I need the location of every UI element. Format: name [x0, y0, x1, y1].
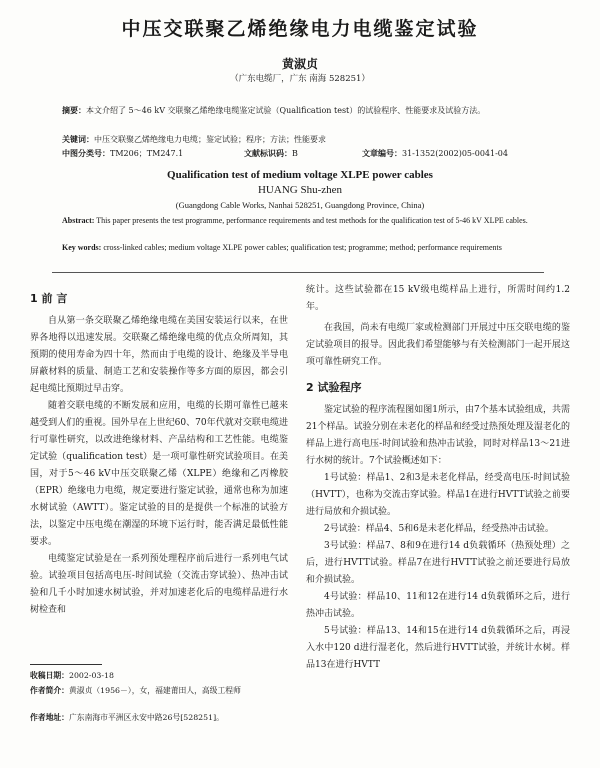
clc-label: 中图分类号： — [62, 148, 110, 158]
section-2-heading: 2 试验程序 — [306, 381, 362, 394]
author-affiliation: （广东电缆厂，广东 南海 528251） — [230, 74, 370, 84]
english-affiliation: (Guangdong Cable Works, Nanhai 528251, Guangdong Province, China) — [175, 200, 425, 210]
right-paragraph-1: 统计。这些试验都在15 kV级电缆样品上进行，所需时间约1.2年。 — [306, 285, 570, 312]
section-1-heading: 1 前 言 — [30, 292, 68, 305]
abstract-label: 摘要： — [62, 106, 86, 115]
abstract-block — [62, 104, 540, 118]
article-no-value: 31-1352(2002)05-0041-04 — [402, 149, 508, 158]
english-keywords-label: Key words: — [62, 243, 102, 252]
received-date: 2002-03-18 — [68, 671, 114, 680]
test-item-5: 5号试验：样品13、14和15在进行14 d负载循环之后，再浸入水中120 d进行湿老化，然后进行HVTT试验，并统计水树。样品13在进行HVTT — [306, 626, 570, 670]
footnote-bio — [30, 685, 288, 697]
keywords-label: 关键词： — [62, 135, 94, 144]
paper-title: 中压交联聚乙烯绝缘电力电缆鉴定试验 — [121, 18, 479, 40]
bio-label: 作者简介： — [30, 686, 69, 695]
header-divider — [52, 272, 544, 273]
keywords-text: 中压交联聚乙烯绝缘电力电缆；鉴定试验；程序；方法；性能要求 — [94, 135, 326, 144]
english-abstract-text: This paper presents the test programme, performance requirements and test methods for the qualification test of 5-46 kV XLPE cables. — [96, 216, 528, 225]
section-1-paragraph-2: 随着交联电缆的不断发展和应用，电缆的长期可靠性已越来越受到人们的重视。国外早在上世纪60、70年代就对交联电缆进行可靠性研究，以改进绝缘材料、产品结构和工艺性能。电缆鉴定试验（qualification test）是一项可靠性研究试验项目。在美国，对于5～46 kV中压交联聚乙烯（XLPE）绝缘和乙丙橡胶（EPR）绝缘电力电缆，规定要进行鉴定试验，通常也称为加速水树试验（AWTT）。鉴定试验的目的是提供一个标准的试验方法，以鉴定中压电缆在潮湿的环境下运行时，能否满足最低性能要求。 — [30, 401, 288, 547]
section-1-paragraph-1: 自从第一条交联聚乙烯绝缘电缆在美国安装运行以来，在世界各地得以迅速发展。交联聚乙烯绝缘电缆的优点众所周知，其预期的使用寿命为四十年，然而由于电缆的设计、绝缘及半导电屏蔽材料的质量、制造工艺和安装操作等多方面的原因，都会引起电缆比预期过早击穿。 — [30, 316, 288, 394]
test-item-3: 3号试验：样品7、8和9在进行14 d负载循环（热预处理）之后，进行HVTT试验。样品7在进行HVTT试验之前还要进行局放和介损试验。 — [306, 541, 570, 585]
article-no-label: 文章编号： — [362, 148, 402, 158]
bio-text: 黄淑贞（1956－），女，福建莆田人，高级工程师 — [68, 686, 241, 695]
test-item-2: 2号试验：样品4、5和6是未老化样品，经受热冲击试验。 — [324, 524, 554, 534]
footnote-received — [30, 670, 288, 682]
footnote-divider — [30, 664, 102, 665]
clc-value: TM206；TM247.1 — [110, 149, 184, 158]
doc-code-value: B — [292, 149, 298, 158]
right-column — [306, 282, 570, 674]
address-label: 作者地址： — [30, 713, 69, 722]
author-name: 黄淑贞 — [281, 57, 318, 71]
test-item-4: 4号试验：样品10、11和12在进行14 d负载循环之后，进行热冲击试验。 — [306, 592, 570, 619]
address-text: 广东南海市平洲区永安中路26号[528251]。 — [68, 713, 224, 722]
english-keywords-text: cross-linked cables; medium voltage XLPE power cables; qualification test; programme; method; performance requirements — [103, 243, 502, 252]
footnote-address — [30, 712, 288, 724]
left-column — [30, 282, 288, 619]
section-2-paragraph-1: 鉴定试验的程序流程图如图1所示，由7个基本试验组成，共需21个样品。试验分别在未老化的样品和经受过热预处理及湿老化的样品上进行高电压-时间试验和热冲击试验，同时对样品13～21进行水树的统计。7个试验概述如下： — [306, 405, 570, 466]
english-title: Qualification test of medium voltage XLPE power cables — [167, 169, 433, 181]
keywords-block — [62, 133, 540, 147]
abstract-text: 本文介绍了 5～46 kV 交联聚乙烯绝缘电缆鉴定试验（Qualification test）的试验程序、性能要求及试验方法。 — [86, 106, 486, 115]
english-author: HUANG Shu-zhen — [257, 184, 342, 196]
test-item-1: 1号试验：样品1、2和3是未老化样品，经受高电压-时间试验（HVTT），也称为交流击穿试验。样品1在进行HVTT试验之前要进行局放和介损试验。 — [306, 473, 570, 517]
english-abstract-label: Abstract: — [62, 216, 95, 225]
article-number — [362, 148, 508, 159]
doc-code — [244, 148, 298, 159]
right-paragraph-2: 在我国，尚未有电缆厂家或检测部门开展过中压交联电缆的鉴定试验项目的报导。因此我们希望能够与有关检测部门一起开展这项可靠性研究工作。 — [306, 323, 570, 367]
received-label: 收稿日期： — [30, 671, 69, 680]
clc-code — [62, 148, 183, 159]
english-keywords — [62, 242, 540, 254]
section-1-paragraph-3: 电缆鉴定试验是在一系列预处理程序前后进行一系列电气试验。试验项目包括高电压-时间试验（交流击穿试验）、热冲击试验和几千小时加速水树试验，并对加速老化后的电缆样品进行水树检查和 — [30, 554, 288, 615]
english-abstract — [62, 215, 540, 227]
doc-code-label: 文献标识码： — [244, 148, 292, 158]
